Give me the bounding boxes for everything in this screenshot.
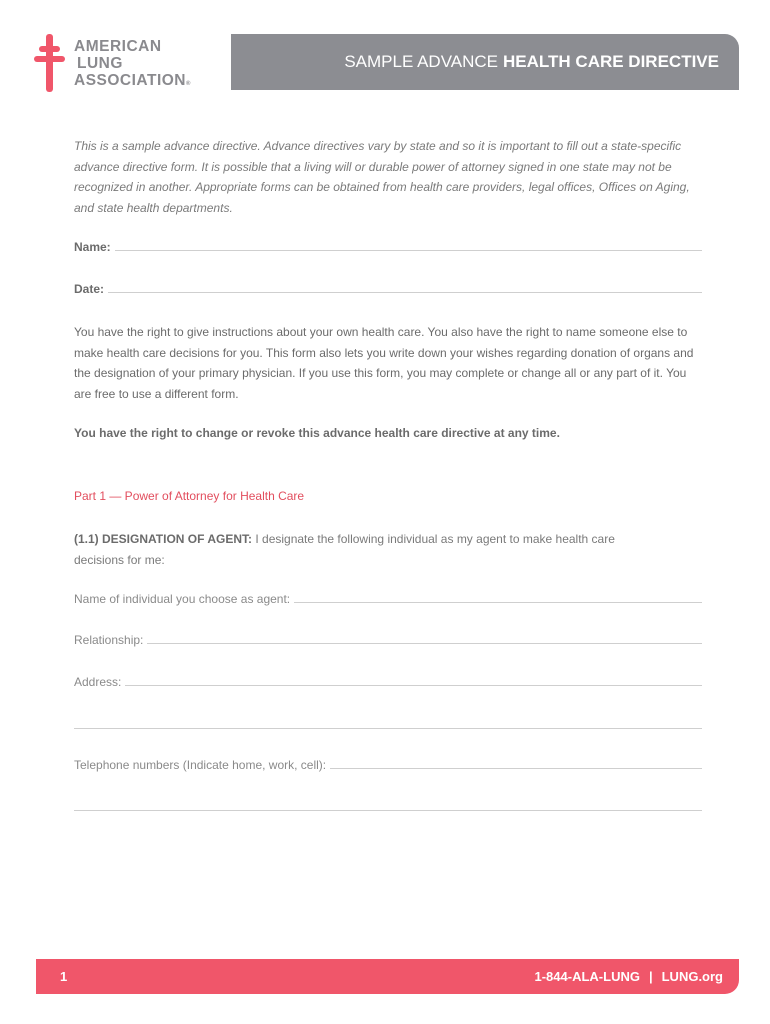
date-label: Date: (74, 282, 105, 296)
relationship-field[interactable] (74, 633, 702, 647)
footer-contact (535, 969, 724, 984)
footer-website-link[interactable]: LUNG.org (661, 969, 723, 984)
logo (34, 34, 214, 94)
telephone-field[interactable] (74, 758, 702, 772)
date-field[interactable] (74, 282, 702, 296)
footer-phone[interactable]: 1-844-ALA-LUNG (534, 969, 640, 984)
telephone-line-2[interactable] (74, 810, 702, 811)
logo-line-3: ASSOCIATION (74, 72, 186, 89)
name-label: Name: (74, 240, 111, 254)
designation-label: (1.1) DESIGNATION OF AGENT: (74, 532, 253, 546)
name-field[interactable] (74, 240, 702, 254)
registered-mark: ® (186, 81, 191, 87)
relationship-label: Relationship: (74, 633, 144, 647)
document-title-banner (231, 34, 739, 90)
rights-paragraph: You have the right to give instructions about your own health care. You also have the right to name someone else to make health care decisions for you. This form also lets you write down your wishes regarding donation of organs and the designation of your primary physician. If you use this form, you may complete or change all or any part of it. You are free to use a different form. (74, 325, 694, 402)
logo-line-2: LUNG (77, 55, 123, 72)
relationship-input-line[interactable] (147, 633, 702, 644)
address-input-line[interactable] (125, 675, 702, 686)
date-input-line[interactable] (108, 282, 702, 293)
address-line-2[interactable] (74, 728, 702, 729)
name-input-line[interactable] (115, 240, 702, 251)
page-number: 1 (60, 969, 68, 984)
address-label: Address: (74, 675, 122, 689)
agent-name-input-line[interactable] (294, 592, 702, 603)
telephone-label: Telephone numbers (Indicate home, work, cell): (74, 758, 327, 772)
agent-name-label: Name of individual you choose as agent: (74, 592, 291, 606)
page-footer (36, 959, 739, 994)
telephone-input-line[interactable] (330, 758, 702, 769)
title-bold: HEALTH CARE DIRECTIVE (503, 52, 719, 71)
designation-paragraph (74, 529, 654, 571)
designation-text: I designate the following individual as my agent to make health care decisions for me: (74, 532, 615, 567)
revoke-statement: You have the right to change or revoke this advance health care directive at any time. (74, 426, 560, 440)
logo-line-1: AMERICAN (74, 38, 162, 55)
agent-name-field[interactable] (74, 592, 702, 606)
address-field[interactable] (74, 675, 702, 689)
part1-heading: Part 1 — Power of Attorney for Health Care (74, 489, 305, 503)
logo-wordmark (74, 38, 191, 93)
intro-paragraph: This is a sample advance directive. Advance directives vary by state and so it is important to fill out a state-specific advance directive form. It is possible that a living will or durable power of attorney signed in one state may not be recognized in another. Appropriate forms can be obtained from health care providers, legal offices, Offices on Aging, and state health departments. (74, 139, 690, 216)
title-prefix: SAMPLE ADVANCE (344, 52, 499, 71)
footer-separator: | (648, 969, 653, 984)
double-barred-cross-icon (34, 34, 66, 94)
